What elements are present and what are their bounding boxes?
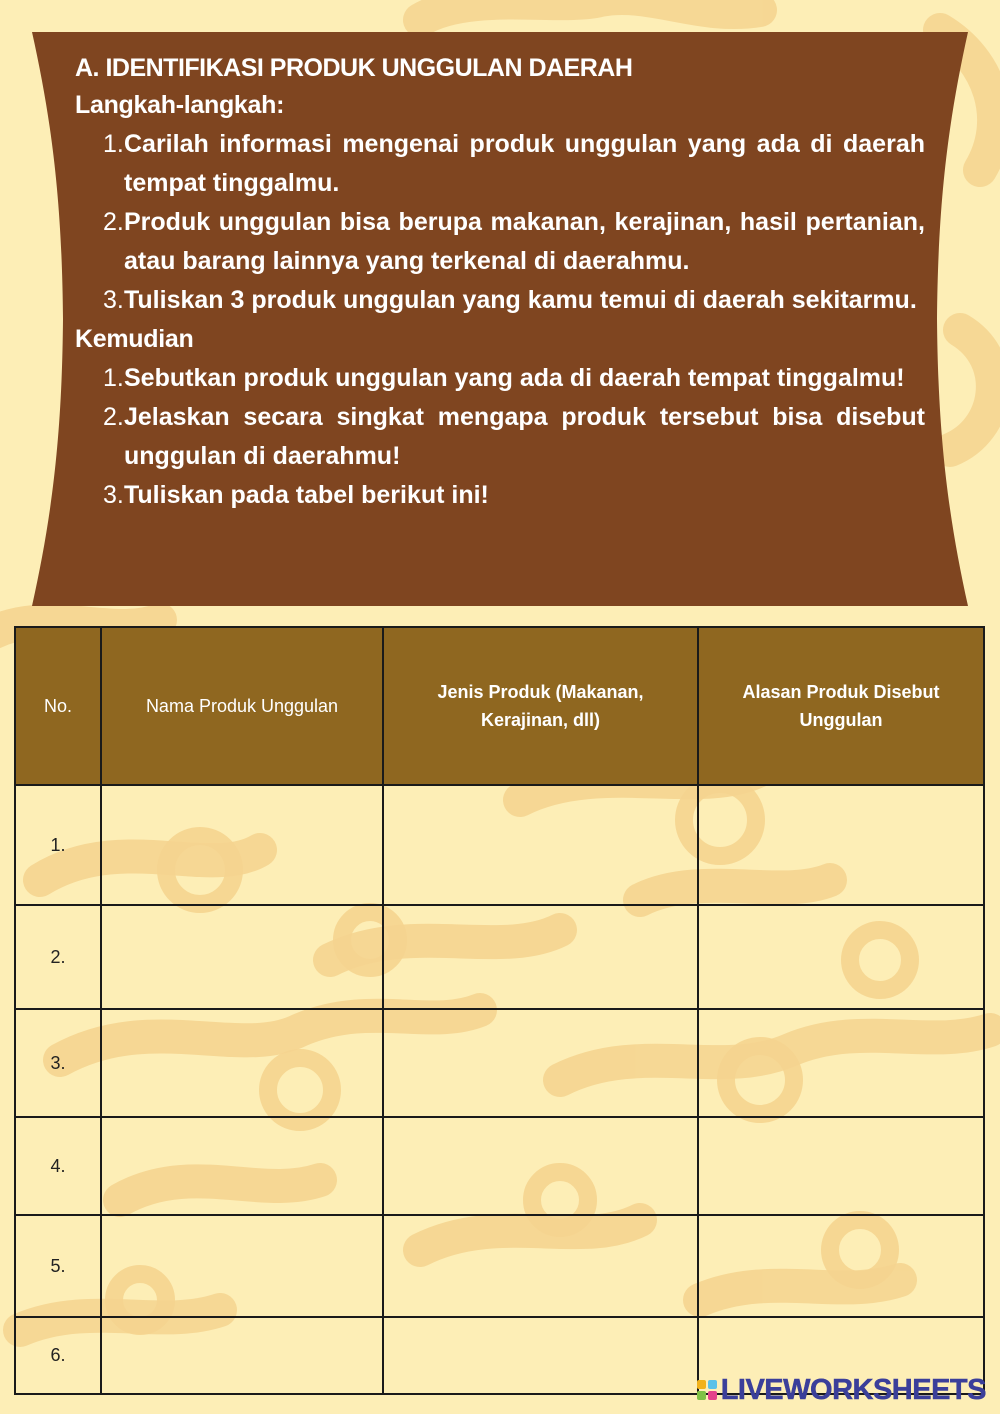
then-heading: Kemudian <box>75 325 194 353</box>
row-number: 1. <box>15 785 101 905</box>
then-step-item <box>75 398 925 476</box>
step-item <box>75 281 925 320</box>
row-number: 6. <box>15 1317 101 1394</box>
jenis-produk-cell[interactable] <box>383 1009 698 1117</box>
alasan-cell[interactable] <box>698 1009 984 1117</box>
liveworksheets-brand <box>697 1372 986 1408</box>
then-steps-list <box>75 359 925 515</box>
instruction-banner <box>32 32 968 606</box>
jenis-produk-cell[interactable] <box>383 785 698 905</box>
then-step-text: Tuliskan pada tabel berikut ini! <box>124 481 489 509</box>
alasan-cell[interactable] <box>698 905 984 1009</box>
row-number: 3. <box>15 1009 101 1117</box>
banner-content <box>75 50 925 515</box>
jenis-produk-cell[interactable] <box>383 1317 698 1394</box>
header-no: No. <box>15 627 101 785</box>
product-table <box>14 626 985 1395</box>
steps-heading: Langkah-langkah: <box>75 91 285 119</box>
jenis-produk-cell[interactable] <box>383 1117 698 1215</box>
alasan-cell[interactable] <box>698 1117 984 1215</box>
brand-text: LIVEWORKSHEETS <box>720 1373 986 1406</box>
jenis-produk-cell[interactable] <box>383 1215 698 1317</box>
logo-square <box>708 1391 717 1400</box>
table-row <box>15 1215 984 1317</box>
steps-list <box>75 125 925 320</box>
table-header-row <box>15 627 984 785</box>
table-row <box>15 1117 984 1215</box>
step-text: Carilah informasi mengenai produk unggulan yang ada di daerah tempat tinggalmu. <box>124 130 925 197</box>
nama-produk-cell[interactable] <box>101 1117 383 1215</box>
then-step-item <box>75 476 925 515</box>
nama-produk-cell[interactable] <box>101 1009 383 1117</box>
nama-produk-cell[interactable] <box>101 785 383 905</box>
then-step-number: 3. <box>103 481 124 509</box>
header-nama-produk: Nama Produk Unggulan <box>101 627 383 785</box>
row-number: 4. <box>15 1117 101 1215</box>
liveworksheets-logo-icon <box>697 1380 717 1400</box>
step-number: 2. <box>103 208 124 236</box>
then-step-item <box>75 359 925 398</box>
step-text: Tuliskan 3 produk unggulan yang kamu temui di daerah sekitarmu. <box>124 286 917 314</box>
jenis-produk-cell[interactable] <box>383 905 698 1009</box>
logo-square <box>708 1380 717 1389</box>
section-title: A. IDENTIFIKASI PRODUK UNGGULAN DAERAH <box>75 54 633 82</box>
then-step-text: Sebutkan produk unggulan yang ada di daerah tempat tinggalmu! <box>124 364 905 392</box>
logo-square <box>697 1380 706 1389</box>
logo-square <box>697 1391 706 1400</box>
step-number: 3. <box>103 286 124 314</box>
table-row <box>15 905 984 1009</box>
step-text: Produk unggulan bisa berupa makanan, kerajinan, hasil pertanian, atau barang lainnya yang terkenal di daerahmu. <box>124 208 925 275</box>
row-number: 5. <box>15 1215 101 1317</box>
row-number: 2. <box>15 905 101 1009</box>
alasan-cell[interactable] <box>698 785 984 905</box>
table-row <box>15 1009 984 1117</box>
nama-produk-cell[interactable] <box>101 1317 383 1394</box>
nama-produk-cell[interactable] <box>101 1215 383 1317</box>
step-number: 1. <box>103 130 124 158</box>
then-step-number: 2. <box>103 403 124 431</box>
header-jenis-produk: Jenis Produk (Makanan, Kerajinan, dll) <box>383 627 698 785</box>
then-step-text: Jelaskan secara singkat mengapa produk tersebut bisa disebut unggulan di daerahmu! <box>124 403 925 470</box>
alasan-cell[interactable] <box>698 1215 984 1317</box>
nama-produk-cell[interactable] <box>101 905 383 1009</box>
step-item <box>75 125 925 203</box>
step-item <box>75 203 925 281</box>
then-step-number: 1. <box>103 364 124 392</box>
header-alasan: Alasan Produk Disebut Unggulan <box>698 627 984 785</box>
table-row <box>15 785 984 905</box>
